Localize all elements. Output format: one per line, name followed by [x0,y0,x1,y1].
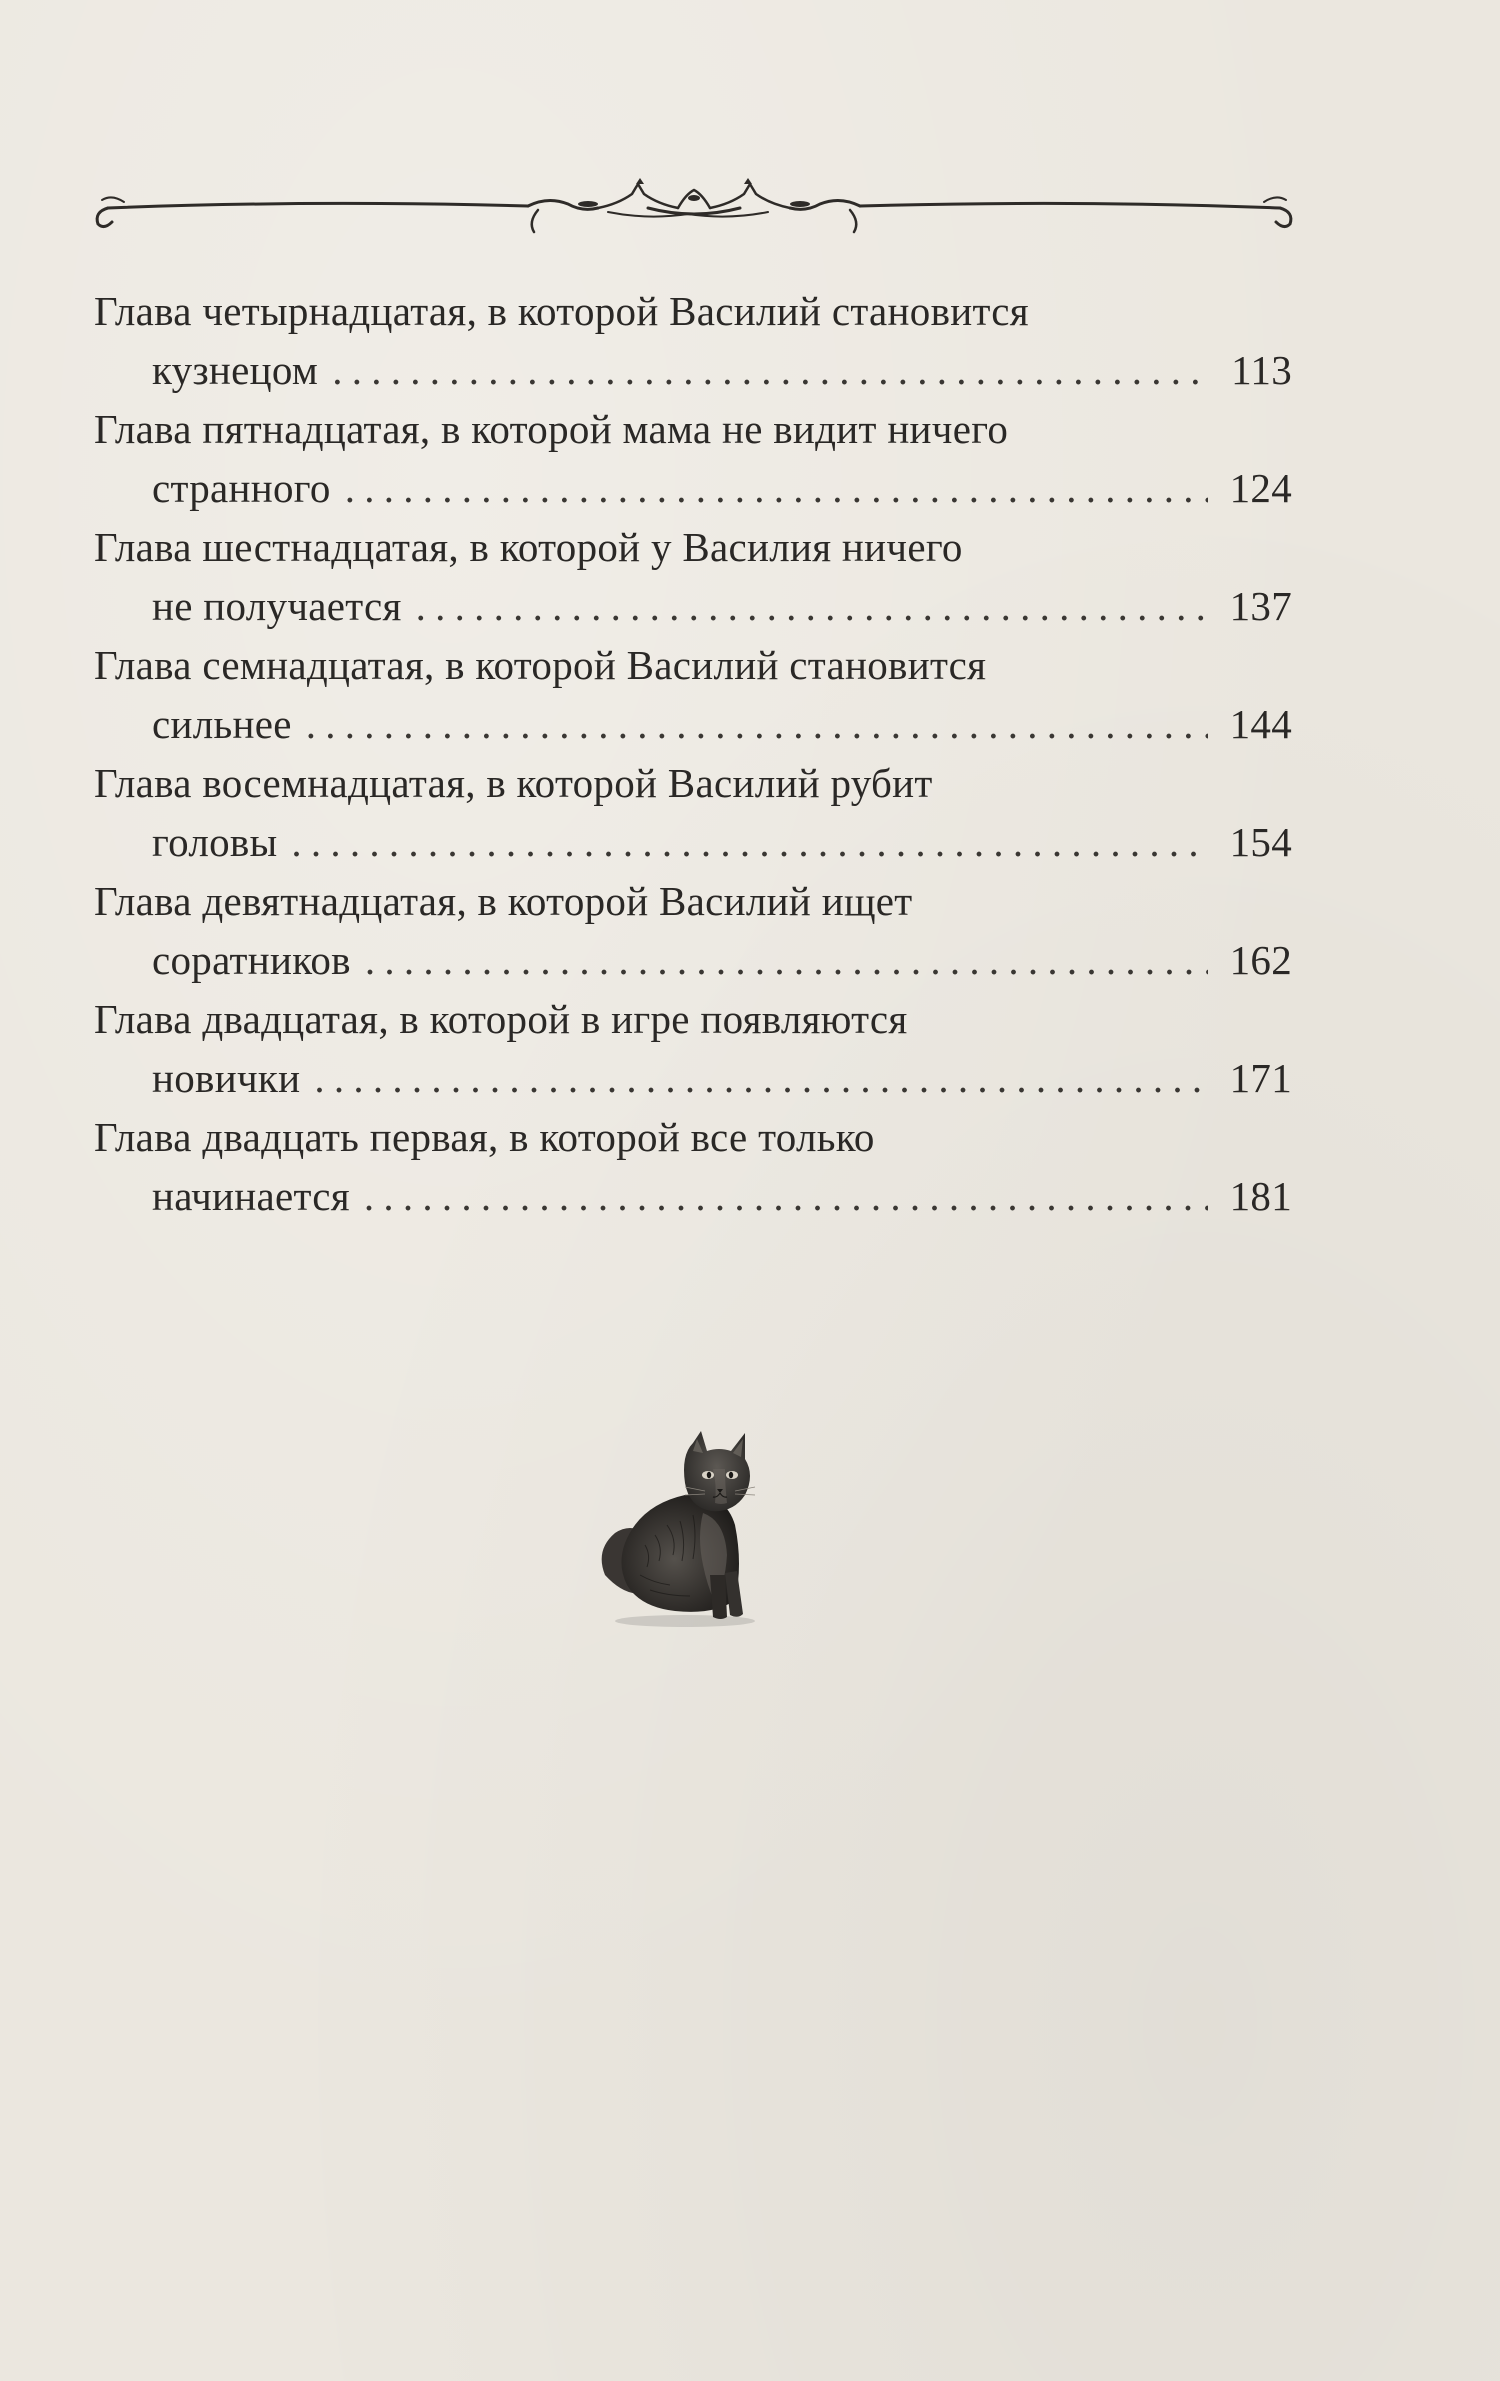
dot-leader [314,1049,1208,1108]
cat-illustration [585,1425,785,1635]
toc-title-continuation: начинается [152,1173,350,1219]
toc-page-number: 144 [1229,701,1292,747]
toc-title-continuation: кузнецом [152,347,319,393]
dot-leader [364,1167,1208,1226]
dot-leader [416,577,1208,636]
toc-page-number: 124 [1229,465,1292,511]
dot-leader [306,695,1208,754]
toc-entry[interactable] [94,872,1292,990]
toc-title: Глава двадцать первая, в которой все только [94,1114,875,1160]
toc-title-continuation-row [94,341,1292,400]
toc-title-continuation-row [94,577,1292,636]
toc-title-continuation-row [94,1049,1292,1108]
toc-title-continuation-row [94,813,1292,872]
toc-title: Глава двадцатая, в которой в игре появляются [94,996,908,1042]
toc-title: Глава пятнадцатая, в которой мама не видит ничего [94,406,1009,452]
toc-entry[interactable] [94,636,1292,754]
toc-title-continuation: новички [152,1055,301,1101]
toc-page-number: 171 [1229,1055,1292,1101]
toc-title: Глава восемнадцатая, в которой Василий рубит [94,760,933,806]
toc-title-continuation-row [94,931,1292,990]
toc-entry[interactable] [94,400,1292,518]
toc-entry[interactable] [94,1108,1292,1226]
toc-title-continuation: не получается [152,583,402,629]
table-of-contents [94,282,1292,1226]
toc-entry[interactable] [94,990,1292,1108]
toc-title-continuation-row [94,1167,1292,1226]
toc-title: Глава четырнадцатая, в которой Василий становится [94,288,1029,334]
toc-page-number: 137 [1229,583,1292,629]
toc-title: Глава шестнадцатая, в которой у Василия ничего [94,524,963,570]
toc-title: Глава девятнадцатая, в которой Василий ищет [94,878,913,924]
dot-leader [345,459,1208,518]
dot-leader [291,813,1208,872]
toc-title-continuation: странного [152,465,331,511]
toc-entry[interactable] [94,518,1292,636]
toc-title-continuation: сильнее [152,701,292,747]
toc-page-number: 154 [1229,819,1292,865]
toc-title-continuation: головы [152,819,278,865]
toc-entry[interactable] [94,282,1292,400]
toc-title: Глава семнадцатая, в которой Василий становится [94,642,987,688]
dot-leader [332,341,1208,400]
toc-page-number: 113 [1231,347,1292,393]
toc-title-continuation: соратников [152,937,351,983]
toc-title-continuation-row [94,695,1292,754]
toc-entry[interactable] [94,754,1292,872]
toc-title-continuation-row [94,459,1292,518]
dot-leader [365,931,1208,990]
toc-page-number: 181 [1229,1173,1292,1219]
ornamental-divider [88,178,1300,238]
toc-page-number: 162 [1229,937,1292,983]
